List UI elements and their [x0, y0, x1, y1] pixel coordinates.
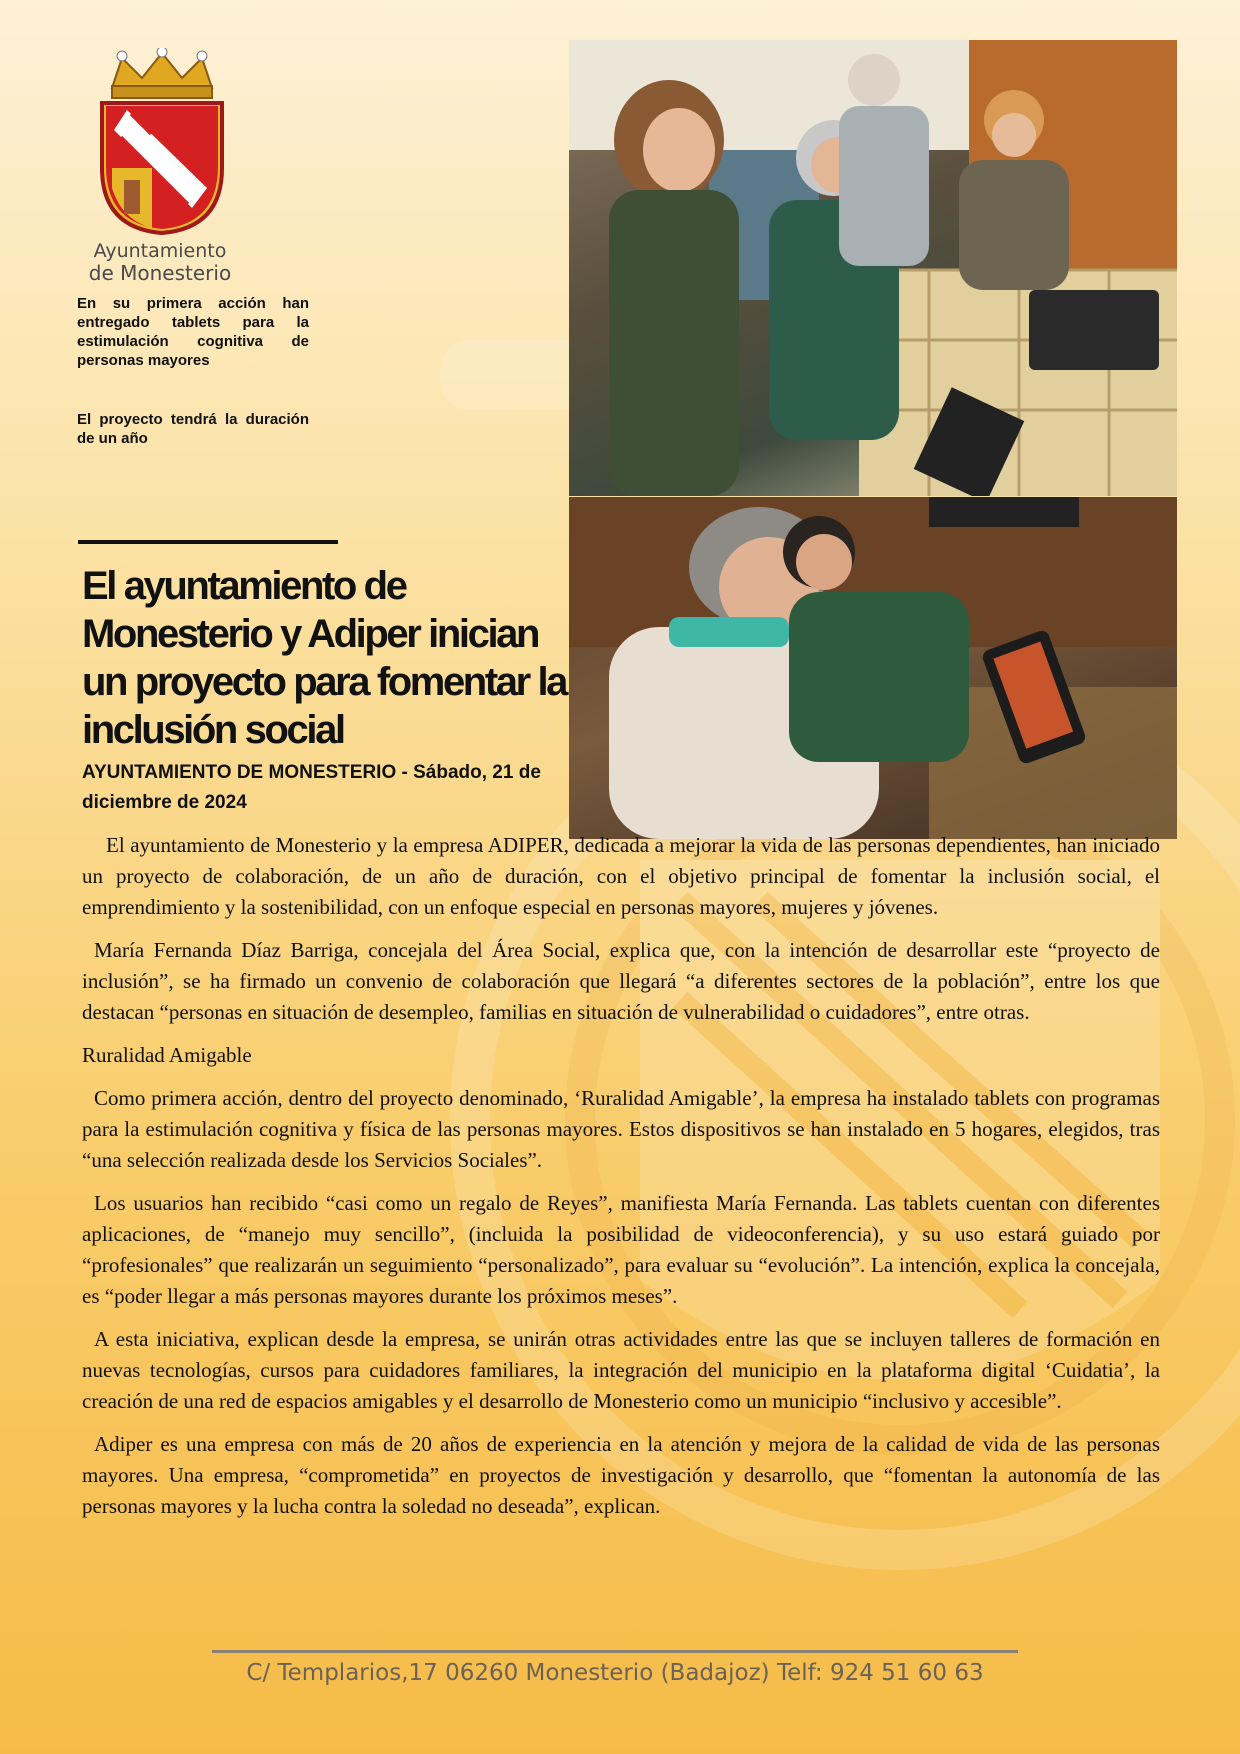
- article-paragraph: Como primera acción, dentro del proyecto denominado, ‘Ruralidad Amigable’, la empresa ha instalado tablets con programas para la estimulación cognitiva y física de las personas mayores. Estos dispositivos se han instalado en 5 hogares, elegidos, tras “una selección realizada desde los Servicios Sociales”.: [82, 1086, 1160, 1172]
- footer-divider: [212, 1650, 1018, 1653]
- sidebar-highlight-note: El proyecto tendrá la duración de un año: [77, 411, 309, 447]
- photo-woman-illustration: [569, 497, 1177, 839]
- logo-caption: [80, 240, 240, 284]
- logo-caption-line2: de Monesterio: [88, 261, 232, 285]
- article-byline: AYUNTAMIENTO DE MONESTERIO - Sábado, 21 de diciembre de 2024: [82, 762, 541, 813]
- headline-divider: [78, 540, 338, 544]
- photo-group-illustration: [569, 40, 1177, 496]
- article-paragraph: Adiper es una empresa con más de 20 años de experiencia en la atención y mejora de la calidad de vida de las personas mayores. Una empresa, “comprometida” en proyectos de investigación y desarrollo, que “fomentan la autonomía de las personas mayores y la lucha contra la soledad no deseada”, explican.: [82, 1432, 1160, 1518]
- article-body: [82, 830, 1160, 1534]
- municipal-coat-of-arms-logo: [92, 48, 232, 238]
- footer-address: C/ Templarios,17 06260 Monesterio (Badajoz) Telf: 924 51 60 63: [246, 1660, 984, 1686]
- photo-elderly-woman-tablet: [569, 497, 1177, 839]
- article-subheading: Ruralidad Amigable: [82, 1043, 252, 1067]
- photo-group-with-tablets: [569, 40, 1177, 496]
- article-paragraph: Los usuarios han recibido “casi como un regalo de Reyes”, manifiesta María Fernanda. Las tablets cuentan con diferentes aplicaciones, de “manejo muy sencillo”, (incluida la posibilidad de videoconferencia), y su uso estará guiado por “profesionales” que realizarán un seguimiento “personalizado”, para evaluar su “evolución”. La intención, explica la concejala, es “poder llegar a más personas mayores durante los próximos meses”.: [82, 1191, 1160, 1308]
- article-paragraph: María Fernanda Díaz Barriga, concejala del Área Social, explica que, con la intención de desarrollar este “proyecto de inclusión”, se ha firmado un convenio de colaboración que llegará “a diferentes sectores de la población”, entre los que destacan “personas en situación de desempleo, familias en situación de vulnerabilidad o cuidadores”, entre otras.: [82, 938, 1160, 1024]
- sidebar-highlight-note: En su primera acción han entregado tablets para la estimulación cognitiva de personas mayores: [77, 295, 309, 369]
- logo-caption-line1: Ayuntamiento: [93, 240, 227, 262]
- article-paragraph: A esta iniciativa, explican desde la empresa, se unirán otras actividades entre las que se incluyen talleres de formación en nuevas tecnologías, cursos para cuidadores familiares, la integración del municipio en la plataforma digital ‘Cuidatia’, la creación de una red de espacios amigables y el desarrollo de Monesterio como un municipio “inclusivo y accesible”.: [82, 1327, 1160, 1413]
- article-headline: El ayuntamiento de Monesterio y Adiper inician un proyecto para fomentar la inclusión social: [82, 564, 567, 752]
- article-paragraph: El ayuntamiento de Monesterio y la empresa ADIPER, dedicada a mejorar la vida de las personas dependientes, han iniciado un proyecto de colaboración, de un año de duración, con el objetivo principal de fomentar la inclusión social, el emprendimiento y la sostenibilidad, con un enfoque especial en personas mayores, mujeres y jóvenes.: [82, 833, 1160, 919]
